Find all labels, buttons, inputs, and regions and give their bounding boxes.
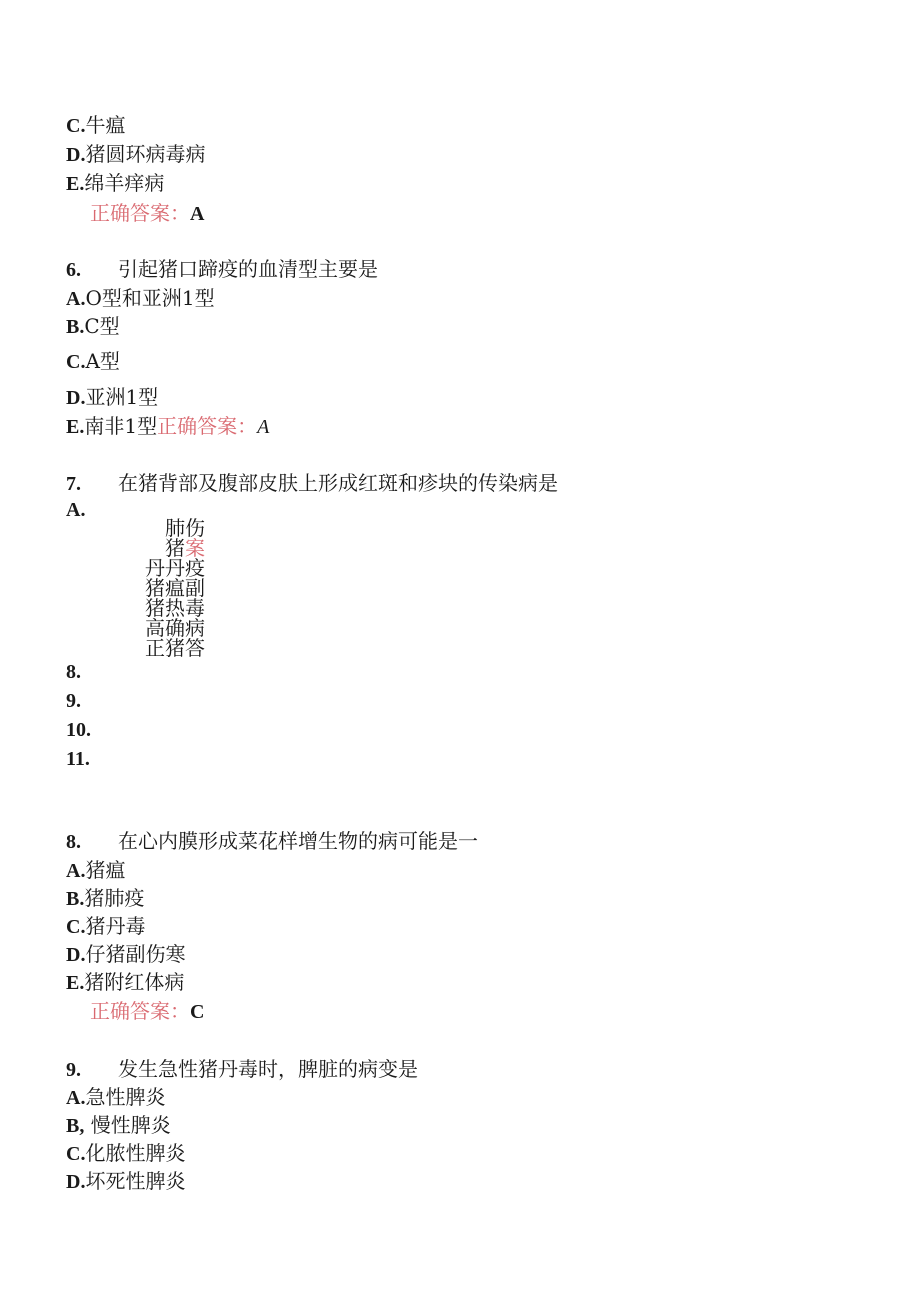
option-a: A.急性脾炎 — [66, 1085, 166, 1109]
question-stem: 9. 发生急性猪丹毒时，脾脏的病变是 — [66, 1057, 418, 1081]
option-e: E.猪附红体病 — [66, 970, 185, 994]
stray-number-9: 9. — [66, 690, 81, 712]
stray-number-10: 10. — [66, 719, 91, 741]
question-stem: 8. 在心内膜形成菜花样增生物的病可能是一 — [66, 829, 478, 853]
correct-answer: 正确答案：A — [90, 201, 205, 225]
scrambled-column-3: 伤 案 疫 副 毒 病 答 — [185, 516, 205, 660]
option-b: B.猪肺疫 — [66, 886, 145, 910]
option-e: E.绵羊痒病 — [66, 171, 165, 195]
scrambled-column-1: 丹 猪 猪 高 正 — [145, 556, 165, 660]
option-d: D.猪圆环病毒病 — [66, 142, 206, 166]
option-d: D.坏死性脾炎 — [66, 1169, 186, 1193]
option-b: B, 慢性脾炎 — [66, 1113, 171, 1137]
option-d: D.仔猪副伤寒 — [66, 942, 186, 966]
option-c: C.猪丹毒 — [66, 914, 146, 938]
option-b: B.C型 — [66, 314, 120, 338]
scrambled-column-2: 肺 猪 丹 瘟 热 确 猪 — [165, 516, 185, 660]
option-c: C.A型 — [66, 349, 120, 373]
question-stem: 6. 引起猪口蹄疫的血清型主要是 — [66, 257, 378, 281]
option-a: A.O型和亚洲1型 — [66, 286, 215, 310]
option-d: D.亚洲1型 — [66, 385, 159, 409]
option-c: C.牛瘟 — [66, 113, 126, 137]
option-a: A.猪瘟 — [66, 858, 126, 882]
stray-number-8: 8. — [66, 661, 81, 683]
correct-answer: 正确答案： — [157, 414, 258, 438]
option-c: C.化脓性脾炎 — [66, 1141, 186, 1165]
correct-answer: 正确答案：C — [90, 999, 205, 1023]
option-a: A. — [66, 499, 86, 521]
option-e: E.南非1型正确答案：A — [66, 414, 270, 438]
question-stem: 7. 在猪背部及腹部皮肤上形成红斑和疹块的传染病是 — [66, 471, 558, 495]
stray-number-11: 11. — [66, 748, 90, 770]
